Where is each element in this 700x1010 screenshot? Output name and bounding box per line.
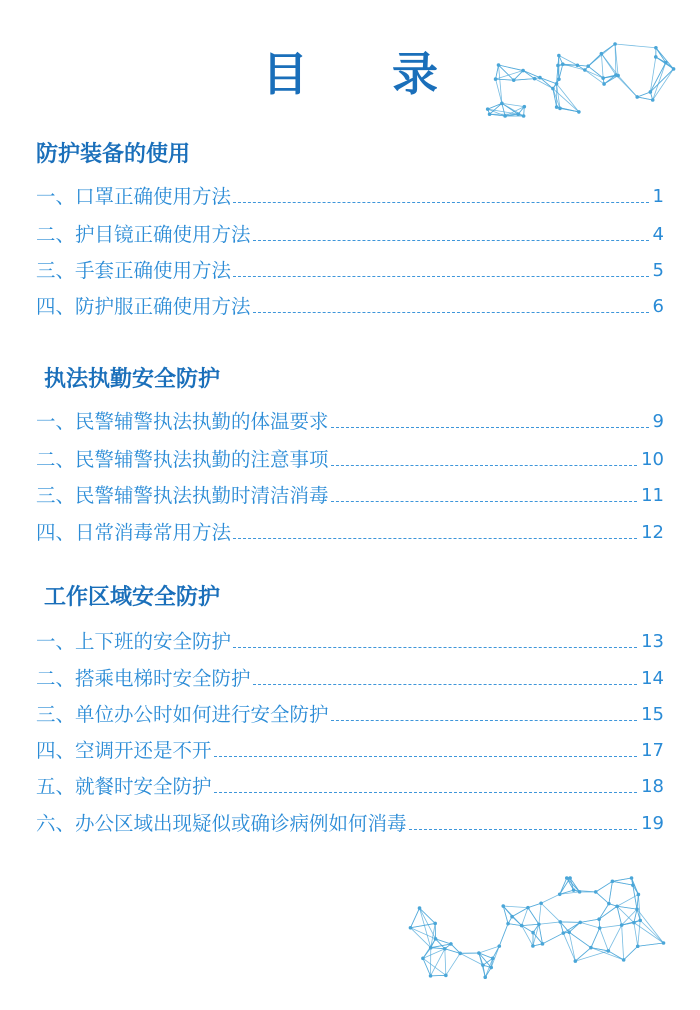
network-node (551, 87, 555, 91)
network-line (617, 906, 622, 925)
network-node (555, 82, 559, 86)
toc-entry-label: 四、防护服正确使用方法 (36, 295, 251, 318)
network-line (499, 65, 524, 71)
network-line (640, 920, 663, 943)
toc-entry[interactable] (36, 773, 664, 801)
network-node (615, 904, 619, 908)
network-line (559, 64, 563, 79)
toc-entry[interactable] (36, 293, 664, 321)
toc-entry-label: 四、日常消毒常用方法 (36, 521, 232, 544)
network-line (563, 922, 580, 933)
network-node (576, 63, 580, 67)
network-node (601, 76, 605, 80)
network-node (632, 921, 636, 925)
network-node (602, 82, 606, 86)
toc-entry-label: 三、民警辅警执法执勤时清洁消毒 (36, 484, 329, 507)
network-decoration-bottom (398, 874, 668, 984)
network-line (575, 951, 608, 961)
network-line (601, 54, 603, 78)
page-title: 目 录 (261, 47, 472, 101)
network-line (533, 924, 539, 946)
network-line (541, 894, 560, 903)
dot-leader (331, 465, 638, 466)
network-decoration-top (478, 40, 678, 120)
toc-entry-label: 四、空调开还是不开 (36, 739, 212, 762)
network-node (541, 942, 545, 946)
network-node (488, 112, 492, 116)
network-line (596, 881, 613, 892)
toc-entry-label: 三、单位办公时如何进行安全防护 (36, 703, 329, 726)
toc-entry[interactable] (36, 482, 664, 510)
network-node (429, 974, 433, 978)
toc-entry-page: 17 (641, 740, 664, 761)
toc-entry[interactable] (36, 628, 664, 656)
network-node (458, 952, 462, 956)
network-node (600, 52, 604, 56)
toc-entry[interactable] (36, 257, 664, 285)
network-node (503, 114, 507, 118)
network-line (496, 65, 499, 79)
toc-entry[interactable] (36, 221, 664, 249)
toc-entry[interactable] (36, 665, 664, 693)
network-node (433, 922, 437, 926)
network-line (634, 923, 638, 947)
network-node (562, 931, 566, 935)
toc-entry-label: 三、手套正确使用方法 (36, 259, 232, 282)
network-node (483, 975, 487, 979)
toc-entry-page: 14 (641, 668, 664, 689)
network-line (580, 919, 599, 922)
network-line (638, 943, 664, 946)
network-node (654, 46, 658, 50)
network-node (654, 55, 658, 59)
network-line (445, 949, 446, 976)
network-node (572, 888, 576, 892)
network-line (569, 932, 591, 947)
network-line (612, 881, 632, 885)
network-node (577, 110, 581, 114)
network-node (449, 942, 453, 946)
section-heading-law-enforcement: 执法执勤安全防护 (44, 367, 221, 392)
network-line (446, 953, 460, 975)
network-node (531, 944, 535, 948)
network-node (565, 876, 569, 880)
toc-entry-page: 10 (641, 449, 664, 470)
network-line (601, 54, 615, 75)
network-node (538, 76, 542, 80)
network-line (431, 949, 445, 976)
dot-leader (233, 276, 649, 277)
network-node (555, 105, 559, 109)
network-line (596, 892, 609, 904)
toc-entry[interactable] (36, 183, 664, 211)
network-line (591, 928, 600, 948)
network-line (600, 925, 622, 928)
network-node (649, 90, 653, 94)
network-node (598, 926, 602, 930)
network-line (615, 44, 656, 48)
network-line (653, 69, 674, 100)
network-node (635, 95, 639, 99)
network-line (591, 948, 608, 951)
network-node (523, 105, 527, 109)
dot-leader (214, 792, 638, 793)
network-node (574, 959, 578, 963)
network-node (651, 98, 655, 102)
network-node (637, 893, 641, 897)
dot-leader (233, 647, 637, 648)
network-line (410, 923, 435, 927)
dot-leader (331, 427, 649, 428)
network-node (497, 944, 501, 948)
network-node (638, 919, 642, 923)
network-node (520, 924, 524, 928)
network-node (491, 957, 495, 961)
network-node (512, 78, 516, 82)
network-node (421, 957, 425, 961)
network-node (567, 930, 571, 934)
network-line (539, 924, 543, 944)
network-node (526, 906, 530, 910)
network-line (522, 924, 539, 925)
network-line (496, 79, 514, 80)
network-node (664, 61, 668, 65)
network-line (503, 906, 528, 908)
network-line (431, 948, 445, 949)
toc-entry-label: 二、搭乘电梯时安全防护 (36, 667, 251, 690)
network-node (539, 901, 543, 905)
network-node (434, 937, 438, 941)
network-node (611, 880, 615, 884)
network-node (510, 915, 514, 919)
network-node (568, 876, 572, 880)
network-node (443, 947, 447, 951)
network-line (637, 92, 650, 97)
network-node (578, 921, 582, 925)
network-line (535, 79, 553, 89)
network-node (583, 68, 587, 72)
network-line (612, 878, 631, 881)
network-node (418, 906, 422, 910)
network-line (563, 933, 575, 961)
toc-entry-page: 4 (652, 224, 664, 245)
toc-entry-page: 11 (641, 485, 664, 506)
toc-entry-page: 12 (641, 522, 664, 543)
dot-leader (214, 756, 638, 757)
network-line (624, 946, 638, 960)
toc-entry[interactable] (36, 737, 664, 765)
toc-entry-label: 六、办公区域出现疑似或确诊病例如何消毒 (36, 812, 407, 835)
network-node (578, 890, 582, 894)
network-line (609, 881, 612, 903)
toc-entry-label: 五、就餐时安全防护 (36, 775, 212, 798)
network-node (500, 102, 504, 106)
network-node (481, 963, 485, 967)
network-node (597, 917, 601, 921)
network-node (429, 946, 433, 950)
toc-entry-page: 13 (641, 631, 664, 652)
network-node (489, 966, 493, 970)
network-line (542, 933, 563, 944)
toc-entry[interactable] (36, 519, 664, 547)
network-node (556, 64, 560, 68)
dot-leader (331, 501, 638, 502)
network-node (477, 951, 481, 955)
network-node (672, 67, 676, 71)
toc-entry[interactable] (36, 701, 664, 729)
network-line (637, 97, 653, 100)
toc-entry-label: 一、口罩正确使用方法 (36, 185, 232, 208)
toc-entry-page: 9 (652, 411, 664, 432)
toc-entry-page: 18 (641, 776, 664, 797)
network-node (409, 926, 413, 930)
dot-leader (331, 720, 638, 721)
network-node (631, 883, 635, 887)
dot-leader (233, 202, 649, 203)
toc-entry-page: 6 (652, 296, 664, 317)
dot-leader (253, 684, 638, 685)
network-node (613, 42, 617, 46)
network-node (558, 920, 562, 924)
network-line (528, 903, 541, 907)
toc-entry-page: 1 (652, 186, 664, 207)
network-line (616, 75, 637, 97)
toc-entry-label: 一、民警辅警执法执勤的体温要求 (36, 410, 329, 433)
network-line (637, 909, 664, 943)
network-node (516, 112, 520, 116)
network-line (560, 878, 567, 894)
network-node (607, 902, 611, 906)
network-node (501, 904, 505, 908)
network-node (558, 107, 562, 111)
network-node (497, 63, 501, 67)
network-line (410, 908, 419, 928)
toc-entry-page: 15 (641, 704, 664, 725)
network-node (537, 922, 541, 926)
network-line (637, 894, 638, 909)
network-line (499, 924, 508, 946)
network-line (539, 922, 560, 924)
network-line (580, 922, 599, 928)
network-node (557, 77, 561, 81)
network-node (521, 69, 525, 73)
network-node (506, 922, 510, 926)
network-line (569, 932, 575, 961)
network-line (541, 903, 560, 922)
network-line (539, 903, 541, 924)
network-line (410, 928, 435, 939)
network-node (561, 62, 565, 66)
network-line (653, 63, 666, 100)
network-line (599, 904, 609, 920)
section-heading-work-area: 工作区域安全防护 (44, 585, 221, 610)
toc-entry-label: 一、上下班的安全防护 (36, 630, 232, 653)
network-node (635, 907, 639, 911)
network-node (557, 54, 561, 58)
network-node (607, 949, 611, 953)
dot-leader (253, 240, 649, 241)
section-heading-protective-equipment: 防护装备的使用 (36, 142, 191, 167)
network-node (622, 958, 626, 962)
network-line (599, 906, 617, 919)
network-line (638, 920, 640, 946)
toc-entry[interactable] (36, 810, 664, 838)
network-node (522, 114, 526, 118)
network-node (558, 892, 562, 896)
dot-leader (233, 538, 637, 539)
toc-entry-page: 19 (641, 813, 664, 834)
network-node (620, 923, 624, 927)
toc-entry-label: 二、护目镜正确使用方法 (36, 223, 251, 246)
network-line (431, 975, 446, 976)
toc-entry[interactable] (36, 446, 664, 474)
network-node (533, 77, 537, 81)
network-node (589, 946, 593, 950)
network-node (486, 107, 490, 111)
network-node (662, 941, 666, 945)
dot-leader (409, 829, 638, 830)
network-line (600, 928, 609, 951)
network-node (614, 73, 618, 77)
network-node (494, 77, 498, 81)
network-node (630, 876, 634, 880)
network-line (488, 103, 502, 109)
network-node (594, 890, 598, 894)
network-node (531, 931, 535, 935)
toc-entry[interactable] (36, 408, 664, 436)
network-line (528, 908, 539, 925)
toc-entry-label: 二、民警辅警执法执勤的注意事项 (36, 448, 329, 471)
network-line (514, 79, 535, 81)
toc-entry-page: 5 (652, 260, 664, 281)
network-line (608, 925, 621, 951)
network-line (622, 925, 624, 960)
network-node (586, 64, 590, 68)
network-node (444, 974, 448, 978)
network-node (636, 944, 640, 948)
dot-leader (253, 312, 649, 313)
